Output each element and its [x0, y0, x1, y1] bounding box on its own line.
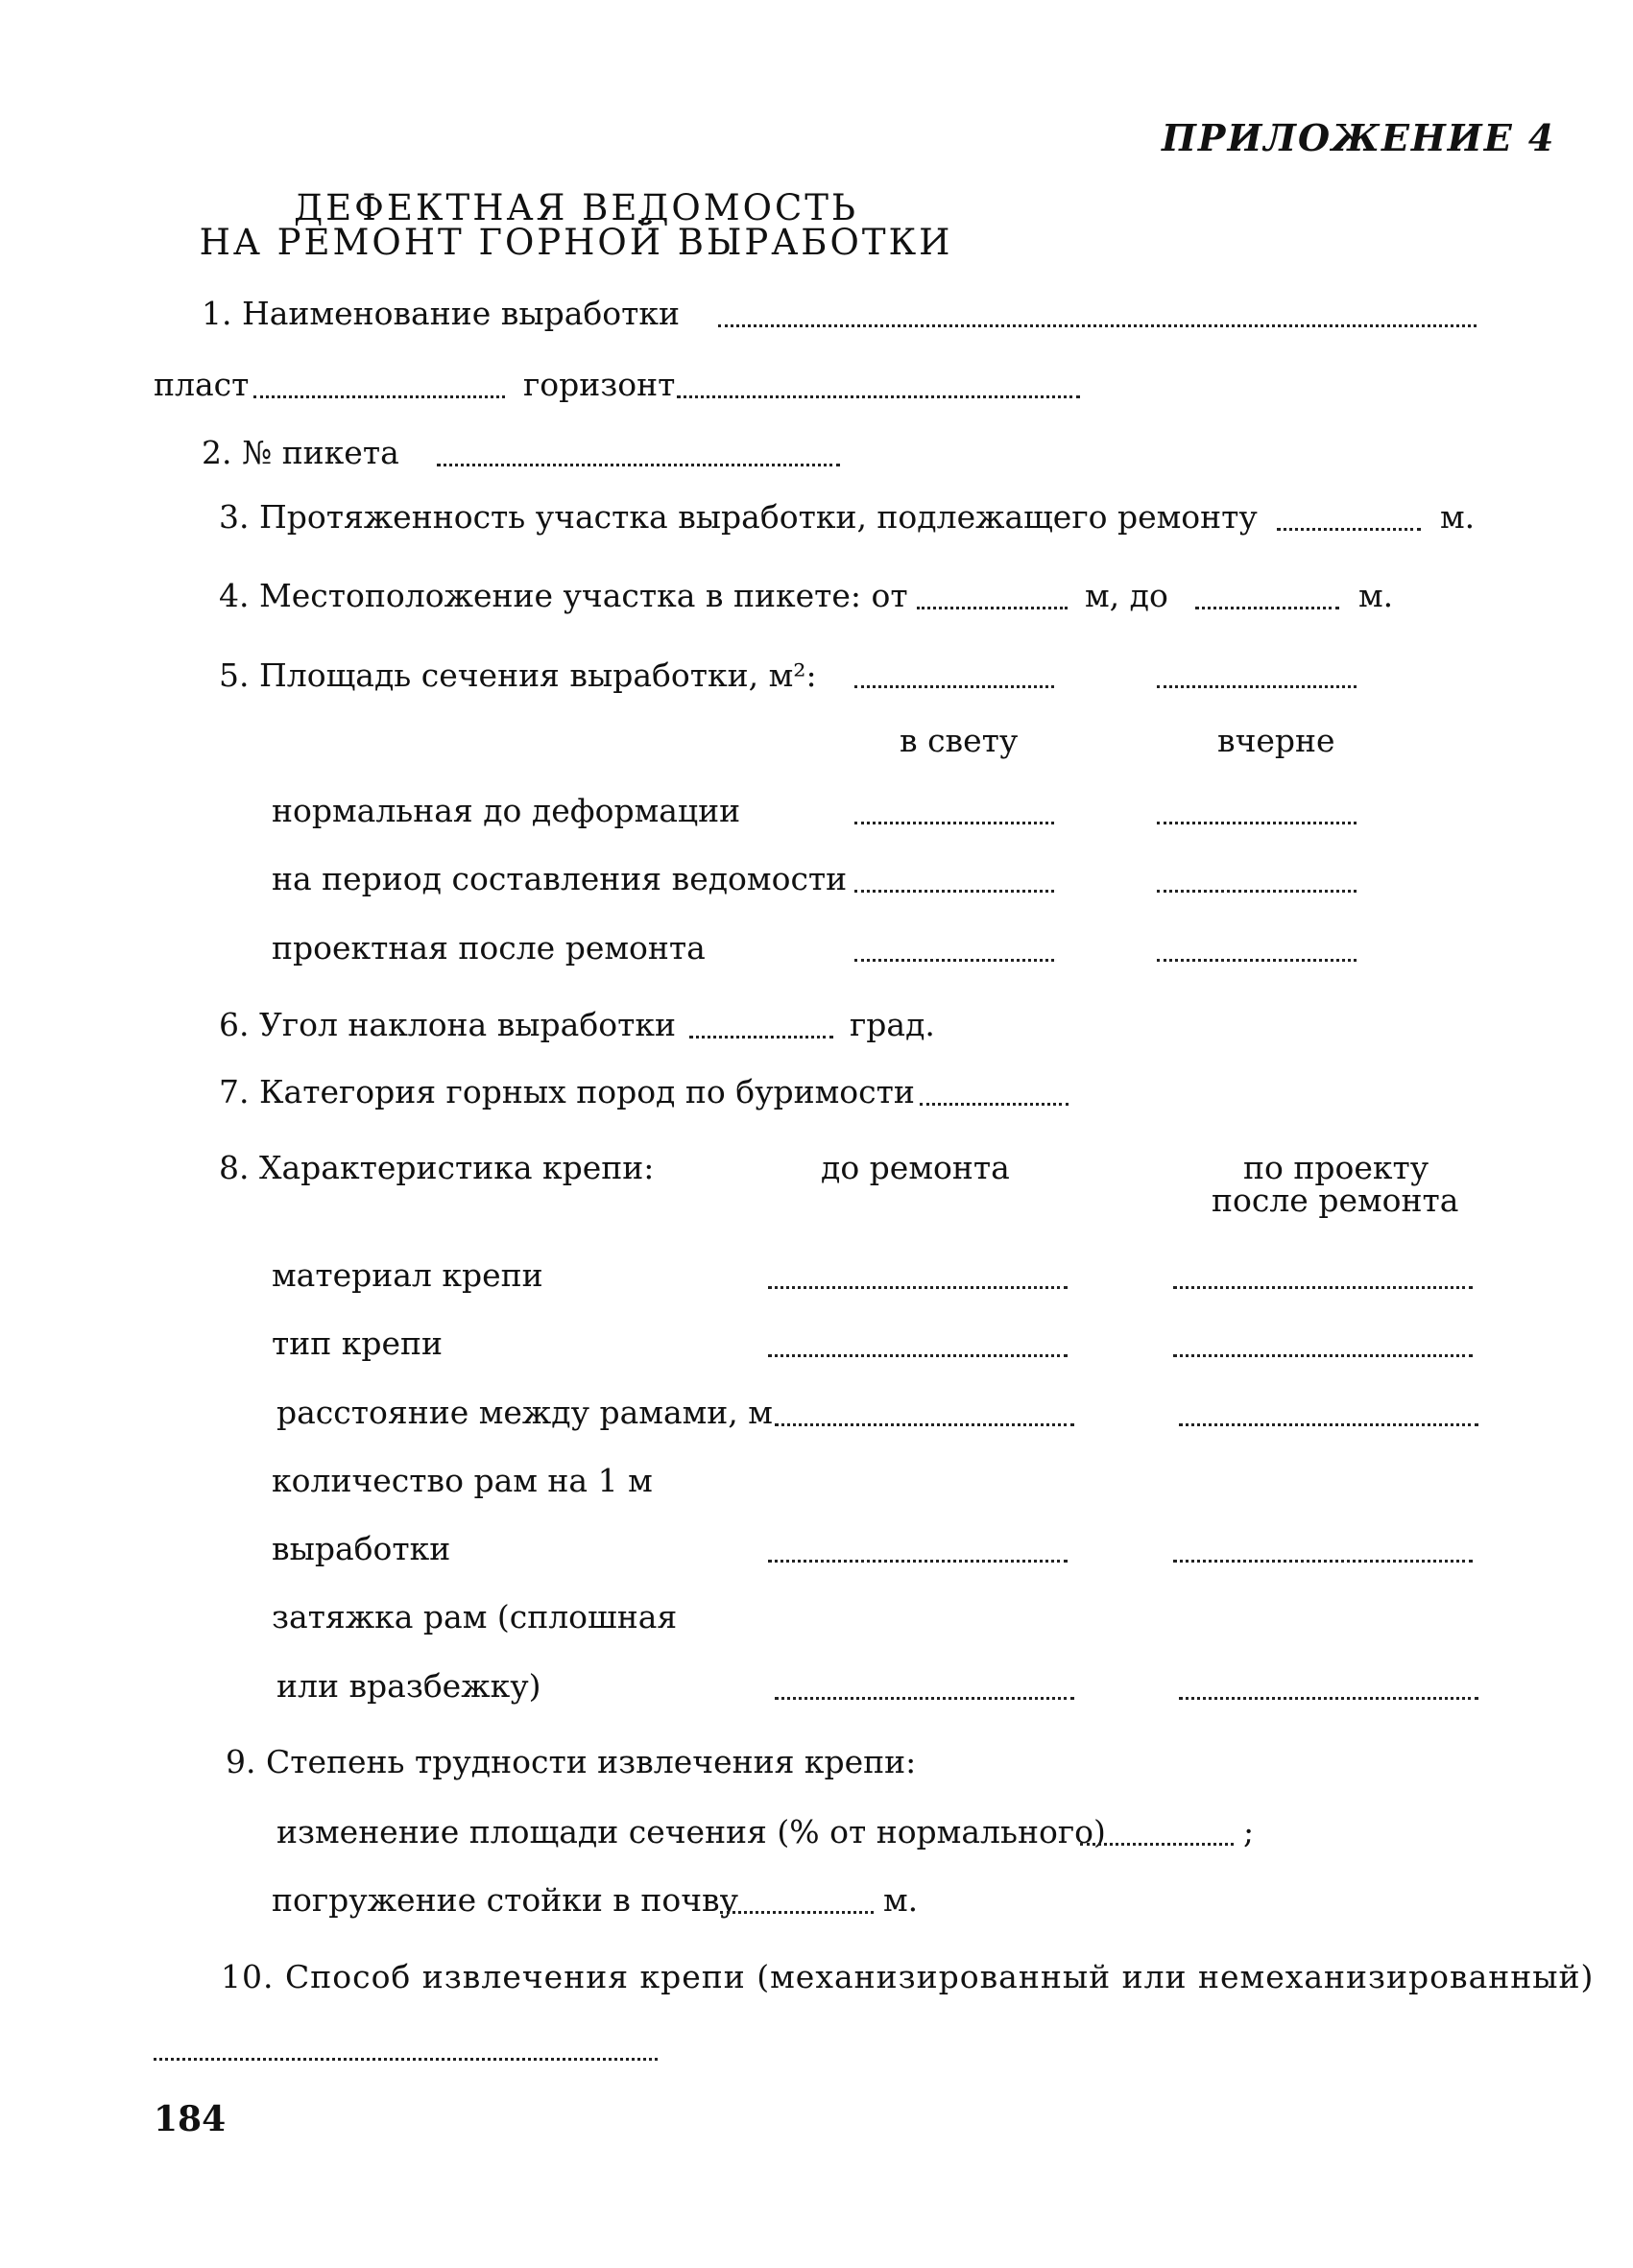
item-5-current-light[interactable] — [854, 890, 1054, 893]
item-8-material-before[interactable] — [768, 1286, 1068, 1289]
item-8-col-after-1: по проекту — [1243, 1149, 1429, 1186]
item-8-count-after[interactable] — [1173, 1560, 1473, 1563]
item-5-normal-rough[interactable] — [1157, 822, 1357, 824]
item-9-area-end: ; — [1243, 1813, 1255, 1850]
item-5-design-light[interactable] — [854, 959, 1054, 962]
item-2-label: 2. № пикета — [202, 434, 399, 471]
item-7-blank[interactable] — [920, 1103, 1069, 1106]
item-1-label: 1. Наименование выработки — [202, 295, 680, 332]
plast-blank[interactable] — [253, 395, 505, 398]
item-4-unit: м. — [1358, 577, 1394, 614]
item-9-area-change: изменение площади сечения (% от нормального) — [276, 1813, 1106, 1850]
item-5-row-normal: нормальная до деформации — [272, 792, 741, 829]
item-1-blank[interactable] — [718, 324, 1477, 327]
plast-label: пласт — [154, 366, 250, 403]
appendix-label: ПРИЛОЖЕНИЕ 4 — [1162, 116, 1556, 159]
item-5-row-design: проектная после ремонта — [272, 929, 706, 967]
item-5-label: 5. Площадь сечения выработки, м²: — [219, 657, 817, 694]
item-8-row-material: материал крепи — [272, 1256, 543, 1294]
item-8-spacing-after[interactable] — [1179, 1423, 1478, 1426]
item-5-design-rough[interactable] — [1157, 959, 1357, 962]
item-6-label: 6. Угол наклона выработки — [219, 1006, 676, 1043]
item-3-blank[interactable] — [1277, 528, 1421, 531]
item-8-col-before: до ремонта — [821, 1149, 1010, 1186]
item-8-spacing-before[interactable] — [775, 1423, 1074, 1426]
item-9-prop-depth: погружение стойки в почву — [272, 1881, 739, 1919]
item-8-row-lagging-2: или вразбежку) — [276, 1667, 541, 1705]
item-2-blank[interactable] — [437, 464, 840, 466]
page-number: 184 — [154, 2099, 227, 2139]
item-9-label: 9. Степень трудности извлечения крепи: — [226, 1743, 917, 1780]
item-8-row-count-1: количество рам на 1 м — [272, 1462, 653, 1499]
item-8-col-after-2: после ремонта — [1212, 1182, 1459, 1219]
item-8-label: 8. Характеристика крепи: — [219, 1149, 655, 1186]
horizon-label: горизонт — [523, 366, 676, 403]
item-5-light-blank[interactable] — [854, 685, 1054, 688]
item-9-depth-blank[interactable] — [720, 1911, 874, 1914]
item-10-label: 10. Способ извлечения крепи (механизированный или немеханизированный) — [221, 1958, 1595, 1995]
item-5-current-rough[interactable] — [1157, 890, 1357, 893]
item-5-normal-light[interactable] — [854, 822, 1054, 824]
item-8-material-after[interactable] — [1173, 1286, 1473, 1289]
item-3-unit: м. — [1440, 498, 1476, 536]
item-9-area-blank[interactable] — [1080, 1843, 1234, 1846]
item-9-depth-unit: м. — [883, 1881, 919, 1919]
item-7-label: 7. Категория горных пород по буримости — [219, 1073, 915, 1110]
item-4-middle: м, до — [1085, 577, 1168, 614]
item-5-col-rough: вчерне — [1217, 722, 1335, 759]
item-8-count-before[interactable] — [768, 1560, 1068, 1563]
item-6-blank[interactable] — [689, 1036, 833, 1039]
item-10-blank[interactable] — [154, 2058, 658, 2061]
item-4-from-blank[interactable] — [917, 607, 1068, 609]
document-title: ДЕФЕКТНАЯ ВЕДОМОСТЬ — [294, 187, 858, 228]
item-8-row-spacing: расстояние между рамами, м — [276, 1394, 773, 1431]
item-5-rough-blank[interactable] — [1157, 685, 1357, 688]
item-8-row-lagging-1: затяжка рам (сплошная — [272, 1598, 678, 1635]
item-8-type-before[interactable] — [768, 1354, 1068, 1357]
item-8-lagging-before[interactable] — [775, 1697, 1074, 1700]
item-8-lagging-after[interactable] — [1179, 1697, 1478, 1700]
document-subtitle: НА РЕМОНТ ГОРНОЙ ВЫРАБОТКИ — [199, 222, 953, 263]
item-8-type-after[interactable] — [1173, 1354, 1473, 1357]
item-6-unit: град. — [850, 1006, 935, 1043]
item-8-row-type: тип крепи — [272, 1325, 444, 1362]
item-4-to-blank[interactable] — [1195, 607, 1339, 609]
item-4-label: 4. Местоположение участка в пикете: от — [219, 577, 908, 614]
item-5-col-light: в свету — [900, 722, 1019, 759]
item-3-label: 3. Протяженность участка выработки, подлежащего ремонту — [219, 498, 1258, 536]
item-8-row-count-2: выработки — [272, 1530, 451, 1567]
horizon-blank[interactable] — [677, 395, 1080, 398]
item-5-row-current: на период составления ведомости — [272, 860, 848, 897]
